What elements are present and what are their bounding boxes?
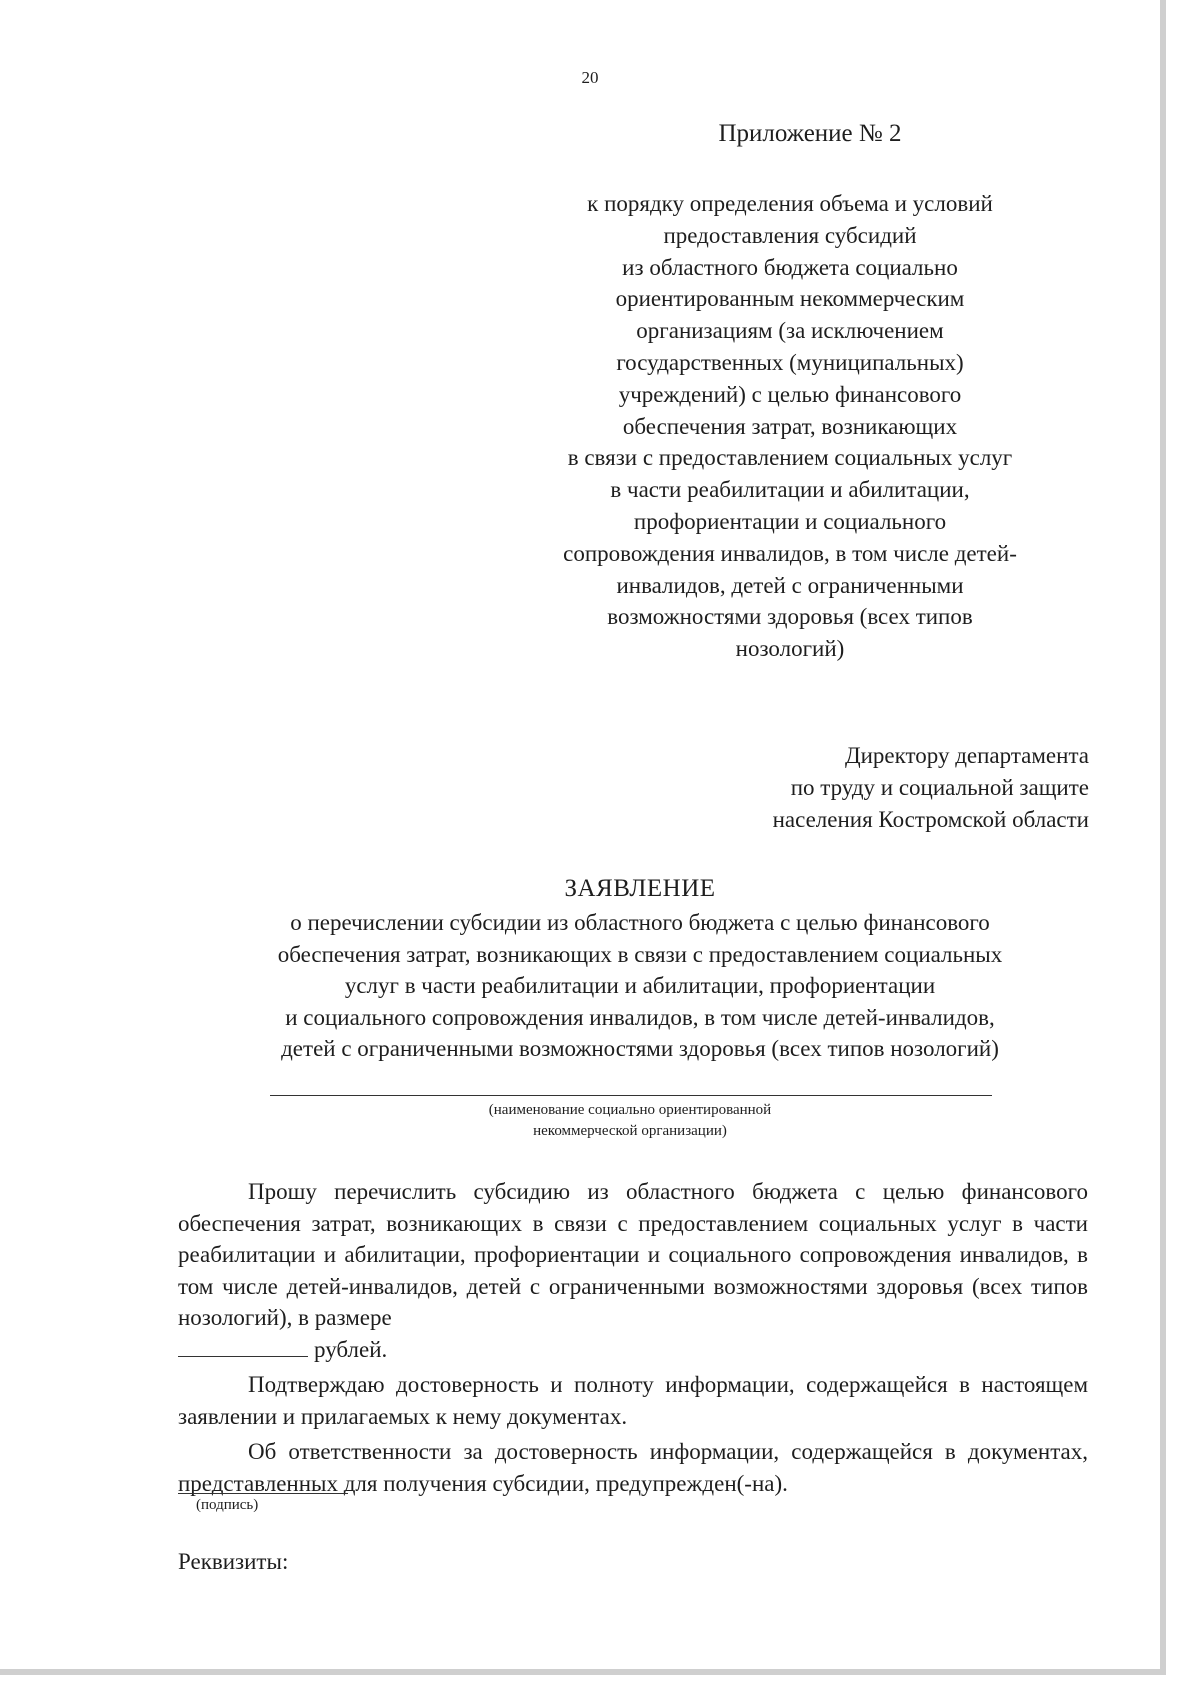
statement-body (178, 1176, 1088, 1503)
request-paragraph (178, 1176, 1088, 1365)
confirmation-paragraph: Подтверждаю достоверность и полноту информации, содержащейся в настоящем заявлении и прилагаемых к нему документах. (178, 1372, 1088, 1429)
appendix-title: Приложение № 2 (718, 120, 902, 147)
addressee-line: Директору департамента (844, 743, 1089, 768)
request-text: Прошу перечислить субсидию из областного бюджета с целью финансового обеспечения затрат, возникающих в связи с предоставлением социальных услуг в части реабилитации и абилитации, профориентации и социального сопровождения инвалидов, в том числе детей-инвалидов, детей с ограниченными возможностями здоровья (всех типов нозологий), в размере (178, 1179, 1088, 1330)
organization-name-line (270, 1095, 992, 1096)
document-subtitle-line: обеспечения затрат, возникающих в связи с предоставлением социальных (277, 941, 1003, 967)
amount-blank-line (178, 1338, 308, 1357)
organization-name-caption (300, 1100, 960, 1142)
organization-caption-line: некоммерческой организации) (533, 1123, 727, 1139)
appendix-subtitle-line: ориентированным некоммерческим (615, 286, 965, 312)
document-subtitle (160, 907, 1120, 1065)
appendix-subtitle-line: из областного бюджета социально (622, 254, 958, 280)
document-subtitle-line: о перечислении субсидии из областного бюджета с целью финансового (290, 910, 990, 935)
appendix-subtitle-line: профориентации и социального (633, 508, 947, 534)
appendix-subtitle-line: организациям (за исключением (636, 318, 944, 344)
appendix-subtitle-line: возможностями здоровья (всех типов (607, 604, 973, 630)
document-subtitle-line: детей с ограниченными возможностями здоровья (всех типов нозологий) (281, 1036, 999, 1061)
page-number: 20 (581, 68, 599, 87)
appendix-subtitle-line: обеспечения затрат, возникающих (622, 413, 958, 439)
document-subtitle-line: и социального сопровождения инвалидов, в том числе детей-инвалидов, (285, 1004, 995, 1030)
document-subtitle-line: услуг в части реабилитации и абилитации, профориентации (344, 973, 936, 998)
appendix-subtitle-line: в связи с предоставлением социальных услуг (567, 445, 1013, 471)
requisites-label: Реквизиты: (178, 1549, 289, 1574)
addressee-line: по труду и социальной защите (790, 775, 1089, 800)
appendix-subtitle-line: в части реабилитации и абилитации, (610, 477, 970, 503)
signature-line (178, 1493, 348, 1494)
appendix-subtitle-line: предоставления субсидий (663, 222, 917, 248)
appendix-subtitle-line: сопровождения инвалидов, в том числе детей- (563, 540, 1017, 566)
document-title: ЗАЯВЛЕНИЕ (564, 875, 716, 902)
appendix-subtitle-line: учреждений) с целью финансового (618, 381, 962, 407)
appendix-subtitle (500, 188, 1080, 665)
responsibility-paragraph: Об ответственности за достоверность информации, содержащейся в документах, представленных для получения субсидии, предупрежден(-на). (178, 1439, 1088, 1496)
currency-word: рублей. (314, 1336, 388, 1362)
appendix-subtitle-line: инвалидов, детей с ограниченными (616, 572, 964, 598)
addressee-block (600, 740, 1089, 836)
signature-caption: (подпись) (196, 1497, 259, 1513)
appendix-subtitle-line: к порядку определения объема и условий (587, 191, 993, 216)
addressee-line: населения Костромской области (772, 807, 1089, 832)
appendix-subtitle-line: нозологий) (735, 636, 845, 662)
organization-caption-line: (наименование социально ориентированной (488, 1102, 772, 1118)
appendix-subtitle-line: государственных (муниципальных) (616, 349, 964, 375)
